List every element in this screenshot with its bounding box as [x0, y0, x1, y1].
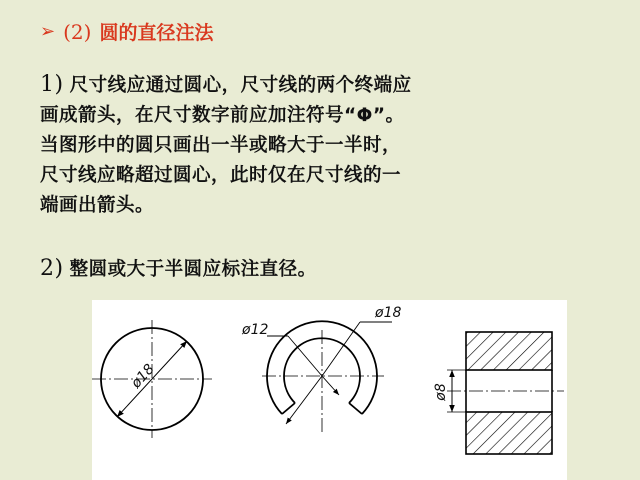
circle-diameter-label: ø18: [128, 361, 158, 392]
arrow-bullet-icon: ➢: [40, 21, 56, 42]
upper-hatched-section: [466, 332, 552, 370]
item-1-number: 1): [40, 72, 64, 97]
full-circle-drawing: [92, 320, 212, 438]
lower-hatched-section: [466, 412, 552, 454]
section-title: 圆的直径注法: [99, 22, 214, 44]
arc-end-cap-right: [349, 403, 362, 414]
section-number: (2): [63, 19, 92, 44]
outer-dim-line-a: [322, 322, 360, 376]
diameter-drawings-figure: [92, 300, 567, 480]
item-1-line: 当图形中的圆只画出一半或略大于一半时，: [40, 135, 402, 156]
section-heading: [40, 18, 213, 45]
item-1-line: 端画出箭头。: [40, 195, 155, 216]
item-1-paragraph: [40, 70, 620, 221]
section-view-drawing: [433, 332, 564, 454]
arc-outer-diameter-label: ø18: [375, 305, 402, 321]
item-2-text: 整圆或大于半圆应标注直径。: [69, 259, 317, 280]
item-2-paragraph: [40, 254, 620, 285]
item-1-line: 画成箭头，在尺寸数字前应加注符号“Φ”。: [40, 105, 405, 126]
bore-diameter-label: ø8: [433, 383, 449, 401]
item-1-line: 尺寸线应略超过圆心，此时仅在尺寸线的一: [40, 165, 402, 186]
arc-inner-diameter-label: ø12: [242, 322, 269, 338]
inner-dim-line-b: [322, 376, 339, 395]
item-2-number: 2): [40, 256, 64, 281]
arc-end-cap-left: [282, 403, 295, 414]
arc-drawing: [241, 305, 401, 435]
item-1-line: 1) 尺寸线应通过圆心，尺寸线的两个终端应: [40, 72, 412, 97]
